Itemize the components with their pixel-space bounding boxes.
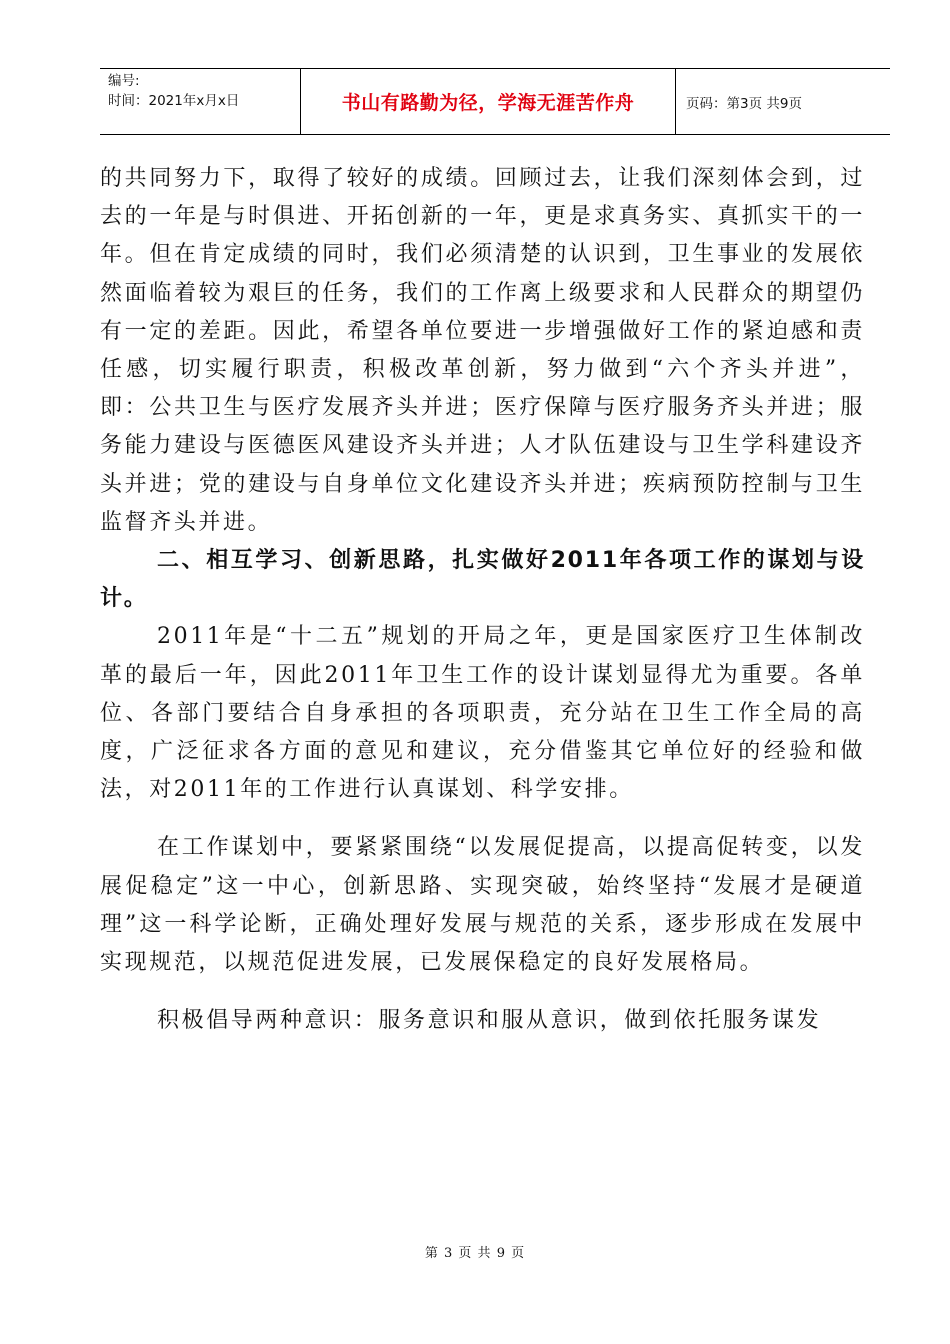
header-motto: 书山有路勤为径，学海无涯苦作舟 — [301, 69, 676, 134]
serial-number-label: 编号: — [108, 73, 140, 89]
header-page-info: 页码：第3页 共9页 — [686, 95, 802, 112]
date-label: 时间：2021年x月x日 — [108, 93, 240, 109]
paragraph: 2011年是“十二五”规划的开局之年，更是国家医疗卫生体制改革的最后一年，因此2011年卫生工作的设计谋划显得尤为重要。各单位、各部门要结合自身承担的各项职责，充分站在卫生工作全局的高度，广泛征求各方面的意见和建议，充分借鉴其它单位好的经验和做法，对2011年的工作进行认真谋划、科学安排。 — [100, 624, 865, 803]
paragraph: 积极倡导两种意识：服务意识和服从意识，做到依托服务谋发 — [157, 1008, 822, 1034]
header-meta — [100, 69, 301, 134]
paragraph: 在工作谋划中，要紧紧围绕“以发展促提高，以提高促转变，以发展促稳定”这一中心，创新思路、实现突破，始终坚持“发展才是硬道理”这一科学论断，正确处理好发展与规范的关系，逐步形成在发展中实现规范，以规范促进发展，已发展保稳定的良好发展格局。 — [100, 835, 865, 976]
page-footer: 第 3 页 共 9 页 — [424, 1246, 526, 1261]
paragraph: 的共同努力下，取得了较好的成绩。回顾过去，让我们深刻体会到，过去的一年是与时俱进、开拓创新的一年，更是求真务实、真抓实干的一年。但在肯定成绩的同时，我们必须清楚的认识到，卫生事业的发展依然面临着较为艰巨的任务，我们的工作离上级要求和人民群众的期望仍有一定的差距。因此，希望各单位要进一步增强做好工作的紧迫感和责任感，切实履行职责，积极改革创新，努力做到“六个齐头并进”，即：公共卫生与医疗发展齐头并进；医疗保障与医疗服务齐头并进；服务能力建设与医德医风建设齐头并进；人才队伍建设与卫生学科建设齐头并进；党的建设与自身单位文化建设齐头并进；疾病预防控制与卫生监督齐头并进。 — [100, 166, 865, 535]
document-body — [100, 160, 865, 1040]
section-heading: 二、相互学习、创新思路，扎实做好2011年各项工作的谋划与设计。 — [100, 548, 865, 612]
document-header — [100, 68, 890, 135]
